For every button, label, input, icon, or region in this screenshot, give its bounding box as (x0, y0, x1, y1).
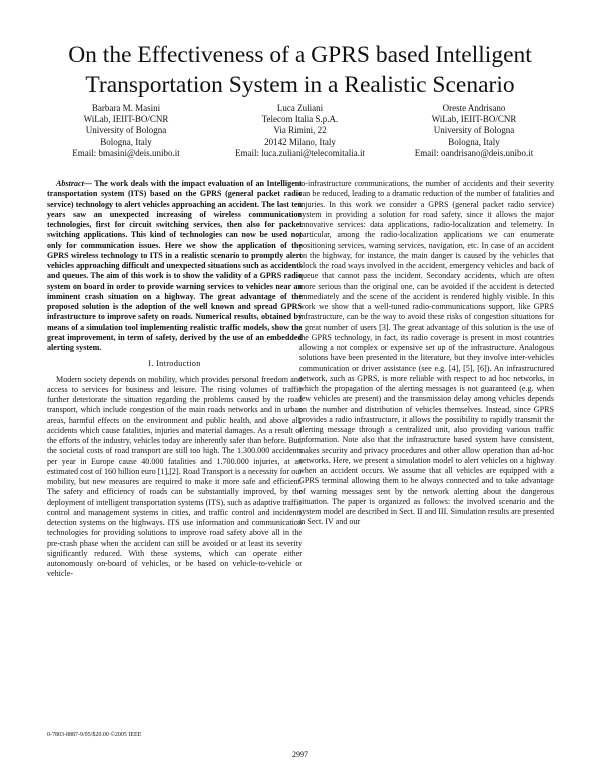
author-affiliation: WiLab, IEIIT-BO/CNR (83, 114, 169, 125)
author-city: Bologna, Italy (448, 136, 500, 147)
paper-title: On the Effectiveness of a GPRS based Intelligent Transportation System in a Realistic Scenario (68, 42, 532, 98)
page-number: 2997 (292, 750, 308, 759)
author-email: Email: bmasini@deis.unibo.it (72, 147, 180, 158)
author-affiliation: WiLab, IEIIT-BO/CNR (431, 114, 517, 125)
copyright-footer: 0-7803-8887-9/05/$20.00 ©2005 IEEE (47, 732, 142, 738)
author-name: Luca Zuliani (276, 103, 324, 113)
author-name: Barbara M. Masini (91, 103, 161, 113)
introduction-text-right: to-infrastructure communications, the number of accidents and their severity can be reduced, leading to a dramatic reduction of the number of fatalities and injuries. In this work we consider a GPRS (general packet radio service) system in providing a solution for road safety, since it allows the major innovative services: data applications, radio-localization and telemetry. In particular, among the radio-localization applications we can enumerate positioning services, warning services, navigation, etc. In case of an accident on the highway, for instance, the main danger is caused by the vehicles that block the road ways involved in the accident, emergency vehicles and back of queue that cannot pass the incident. Secondary accidents, which are often more serious than the original one, can be avoided if the accident is detected immediately and the scene of the accident is rendered highly visible. In this work we show that a well-tuned radio-communications support, like GPRS infrastructure, can be the way to avoid these risks of congestion situations for a great number of users [3]. The great advantage of this solution is the use of the GPRS technology, in fact, its radio coverage is present in most countries allowing a not complex or expensive set up of the infrastructure. Analogous solutions have been presented in the literature, but they involve inter-vehicles communication or driver assistance (see e.g. [4], [5], [6]). An infrastructured network, such as GPRS, is more reliable with respect to ad hoc networks, in which the propagation of the alerting messages is not guaranteed (e.g. when few vehicles are present) and the transmission delay among vehicles depends on the number and distribution of vehicles themselves. Instead, since GPRS provides a radio infrastructure, it allows the possibility to rapidly transmit the alerting message through a centralized unit, also providing various traffic information. Note also that the infrastructure based system have consistent, makes security and privacy procedures and other allow operation than ad-hoc networks. Here, we present a simulation model to alert vehicles on a highway when an accident occurs. We assume that all vehicles are equipped with a GPRS terminal allowing them to be always connected and to take advantage of warning messages sent by the network alerting about the dangerous situation. The paper is organized as follows: the involved scenario and the system model are described in Sect. II and III. Simulation results are presented in Sect. IV and our (299, 179, 554, 527)
abstract-text: — The work deals with the impact evaluation of an Intelligent transportation system (ITS) based on the GPRS (general packet radio service) technology to alert vehicles approaching an accident. The last ten years saw an unexpected increasing of wireless communication technologies, first for circuit switching services, then also for packet switching applications. This kind of technologies can now be used not only for communication issues. Here we show the application of the GPRS wireless technology to ITS in a realistic scenario to promptly alert vehicles approaching difficult and unexpected situations such as accidents and queues. The aim of this work is to show the validity of a GPRS radio system on board in order to provide warning services to vehicles near an imminent crash situation on a highway. The great advantage of the proposed solution is the adoption of the well known and spread GPRS infrastructure to improve safety on roads. Numerical results, obtained by means of a simulation tool implementing realistic traffic models, show the great improvement, in term of safety, derived by the use of an embedded alerting system. (47, 179, 302, 352)
author-name: Oreste Andrisano (442, 103, 506, 113)
author-org: University of Bologna (433, 125, 515, 136)
author-org: University of Bologna (85, 125, 167, 136)
author-city: 20142 Milano, Italy (264, 136, 336, 147)
author-email: Email: oandrisano@deis.unibo.it (414, 147, 534, 158)
abstract-label: Abstract (56, 179, 84, 188)
introduction-text-left: Modern society depends on mobility, which provides personal freedom and access to services for business and leisure. The rising volumes of traffic further deteriorate the situation regarding the problems caused by the road transport, which include congestion of the main roads networks and in urban areas, harmful effects on the environment and public health, and above all, accidents which cause fatalities, injuries and material damages. As a result of the efforts of the industry, vehicles today are inherently safer than before. But, the societal costs of road transport are still too high. The 1.300.000 accidents per year in Europe cause 40.000 fatalities and 1.700.000 injuries, at an estimated cost of 160 billion euro [1],[2]. Road Transport is a necessity for our mobility, but new measures are required to make it more safe and efficient. The safety and efficiency of roads can be substantially improved, by the deployment of intelligent transportation systems (ITS), such as adaptive traffic control and management systems in cities, and traffic control and incidents detection systems on the highways. ITS use information and communication technologies for providing solutions to improve road safety above all in the pre-crash phase when the accident can still be avoided or at least its severity significantly reduced. With these systems, which can operate either autonomously on-board of vehicles, or be based on vehicle-to-vehicle or vehicle- (47, 374, 302, 579)
author-3 (388, 103, 560, 159)
author-1 (40, 103, 212, 159)
author-city: Bologna, Italy (100, 136, 152, 147)
author-org: Via Rimini, 22 (273, 125, 327, 136)
author-email: Email: luca.zuliani@telecomitalia.it (235, 147, 365, 158)
abstract (47, 179, 302, 353)
section-heading-introduction: I. Introduction (148, 359, 201, 369)
right-column (299, 179, 554, 528)
author-2 (214, 103, 386, 159)
author-affiliation: Telecom Italia S.p.A. (261, 114, 339, 125)
author-block (40, 103, 560, 159)
left-column (47, 179, 302, 580)
